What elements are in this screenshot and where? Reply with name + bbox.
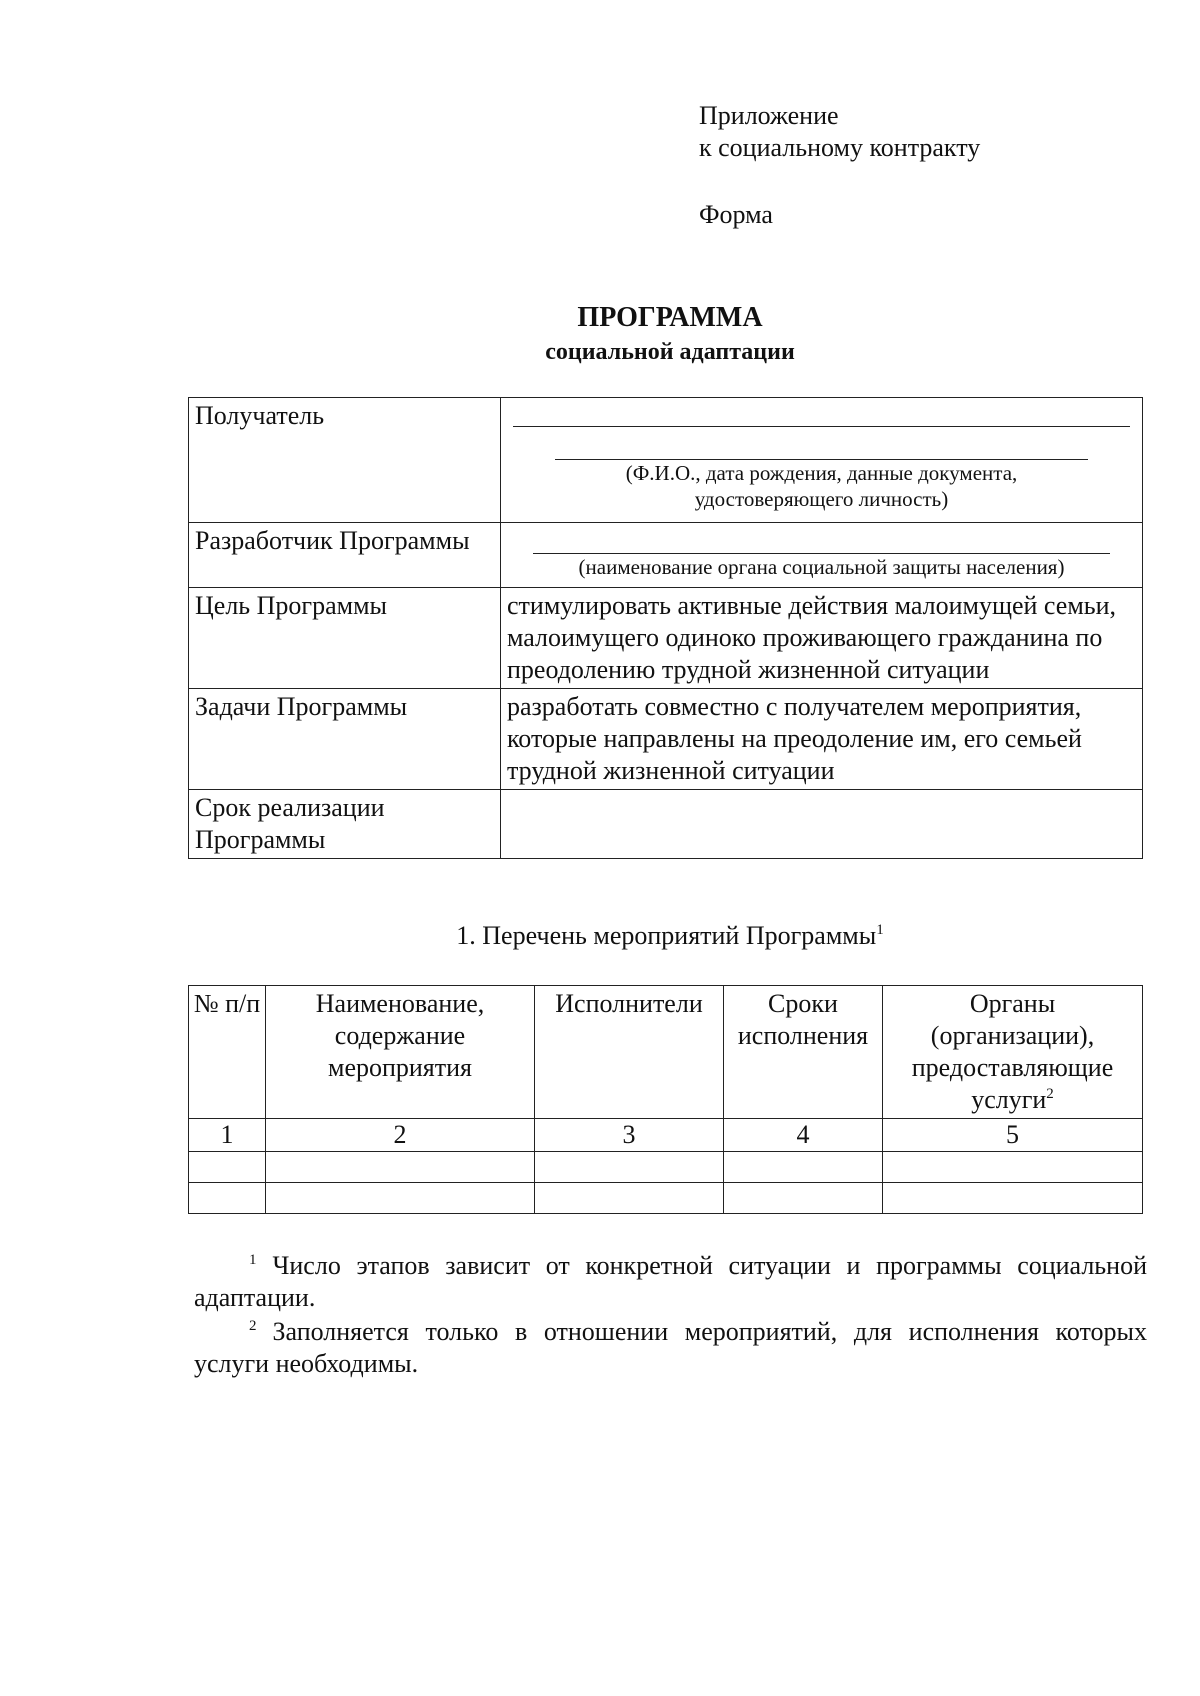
tasks-text: разработать совместно с получателем мероприятия, которые направлены на преодоление им, его семьей трудной жизненной ситуации [501,689,1143,790]
footnote-1-text: Число этапов зависит от конкретной ситуации и программы социальной адаптации. [194,1251,1147,1312]
table-row [189,1183,1143,1214]
column-number-4: 4 [724,1119,883,1152]
term-field[interactable] [501,790,1143,859]
footnote-1-mark: 1 [249,1252,257,1268]
column-number-3: 3 [535,1119,724,1152]
table-cell[interactable] [535,1152,724,1183]
column-number-1: 1 [189,1119,266,1152]
header-executors: Исполнители [535,986,724,1119]
appendix-note [699,100,980,164]
header-organizations-footnote-mark: 2 [1046,1086,1054,1102]
header-organizations [883,986,1143,1119]
events-header-row [189,986,1143,1119]
term-label: Срок реализации Программы [189,790,501,859]
appendix-line-1: Приложение [699,101,839,130]
developer-row [189,523,1143,588]
recipient-field[interactable] [501,398,1143,523]
tasks-row [189,689,1143,790]
column-number-row [189,1119,1143,1152]
recipient-fill-line-2 [555,427,1088,460]
table-cell[interactable] [883,1183,1143,1214]
header-number: № п/п [189,986,266,1119]
table-row [189,1152,1143,1183]
column-number-2: 2 [266,1119,535,1152]
section-footnote-mark: 1 [876,922,884,938]
program-table [188,397,1143,859]
header-name: Наименование, содержание мероприятия [266,986,535,1119]
header-organizations-text: Органы (организации), предоставляющие услуги [911,989,1114,1114]
footnote-1 [194,1250,1147,1314]
developer-hint: (наименование органа социальной защиты населения) [578,555,1065,579]
footnote-2-mark: 2 [249,1318,257,1334]
recipient-fill-line-1 [513,400,1130,427]
tasks-label: Задачи Программы [189,689,501,790]
goal-label: Цель Программы [189,588,501,689]
developer-fill-line [533,525,1110,554]
goal-row [189,588,1143,689]
table-cell[interactable] [189,1152,266,1183]
goal-text: стимулировать активные действия малоимущей семьи, малоимущего одиноко проживающего гражданина по преодолению трудной жизненной ситуации [501,588,1143,689]
document-subtitle: социальной адаптации [545,339,795,365]
appendix-line-2: к социальному контракту [699,133,981,162]
events-table [188,985,1143,1214]
recipient-row [189,398,1143,523]
table-cell[interactable] [266,1152,535,1183]
table-cell[interactable] [724,1152,883,1183]
section-title [0,920,1200,952]
table-cell[interactable] [724,1183,883,1214]
recipient-hint: (Ф.И.О., дата рождения, данные документа, удостоверяющего личность) [625,461,1018,511]
footnote-2-text: Заполняется только в отношении мероприятий, для исполнения которых услуги необходимы. [194,1317,1147,1378]
recipient-label: Получатель [189,398,501,523]
developer-label: Разработчик Программы [189,523,501,588]
section-title-text: 1. Перечень мероприятий Программы [456,921,877,950]
table-cell[interactable] [189,1183,266,1214]
header-deadlines: Сроки исполнения [724,986,883,1119]
form-label: Форма [699,200,773,229]
developer-field[interactable] [501,523,1143,588]
term-row [189,790,1143,859]
table-cell[interactable] [535,1183,724,1214]
document-title: ПРОГРАММА [577,302,763,333]
table-cell[interactable] [266,1183,535,1214]
footnote-2 [194,1316,1147,1380]
column-number-5: 5 [883,1119,1143,1152]
table-cell[interactable] [883,1152,1143,1183]
